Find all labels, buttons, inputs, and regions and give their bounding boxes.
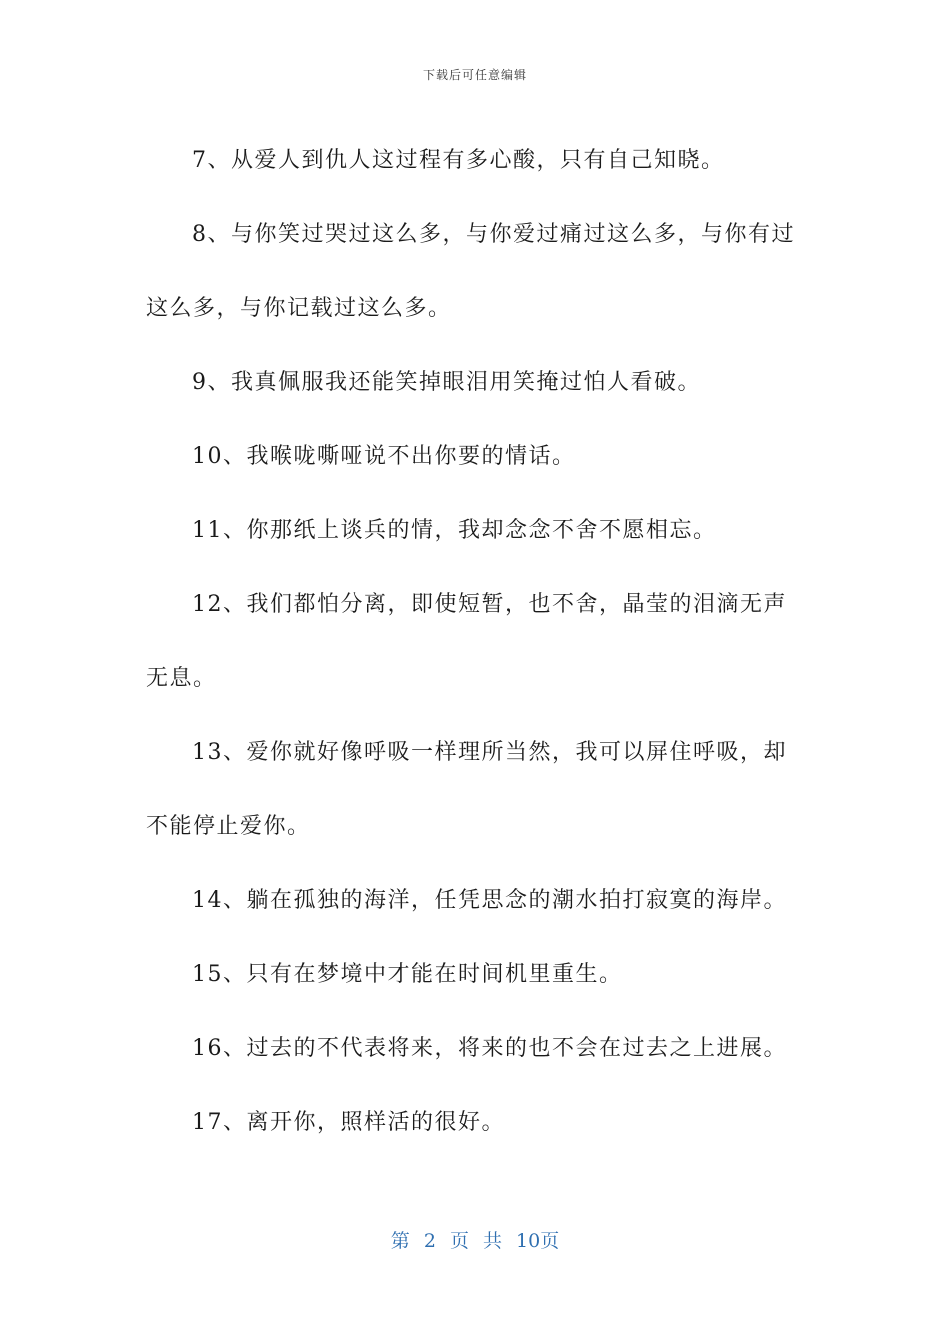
page-header: 下载后可任意编辑 [422, 68, 527, 82]
paragraph-9: 9、我真佩服我还能笑掉眼泪用笑掩过怕人看破。 [192, 370, 701, 395]
paragraph-15: 15、只有在梦境中才能在时间机里重生。 [192, 962, 623, 987]
paragraph-13: 13、爱你就好像呼吸一样理所当然，我可以屏住呼吸，却不能停止爱你。 [146, 740, 787, 839]
paragraph-7: 7、从爱人到仇人这过程有多心酸，只有自己知晓。 [192, 148, 725, 173]
page-number-footer: 第 2 页 共 10页 [390, 1230, 560, 1252]
paragraph-8: 8、与你笑过哭过这么多，与你爱过痛过这么多，与你有过这么多，与你记载过这么多。 [146, 222, 795, 321]
paragraph-17: 17、离开你，照样活的很好。 [192, 1110, 505, 1135]
paragraph-14: 14、躺在孤独的海洋，任凭思念的潮水拍打寂寞的海岸。 [192, 888, 787, 913]
document-body [146, 124, 806, 1160]
paragraph-16: 16、过去的不代表将来，将来的也不会在过去之上进展。 [192, 1036, 787, 1061]
paragraph-11: 11、你那纸上谈兵的情，我却念念不舍不愿相忘。 [192, 518, 717, 543]
paragraph-12: 12、我们都怕分离，即使短暂，也不舍，晶莹的泪滴无声无息。 [146, 592, 787, 691]
paragraph-10: 10、我喉咙嘶哑说不出你要的情话。 [192, 444, 576, 469]
